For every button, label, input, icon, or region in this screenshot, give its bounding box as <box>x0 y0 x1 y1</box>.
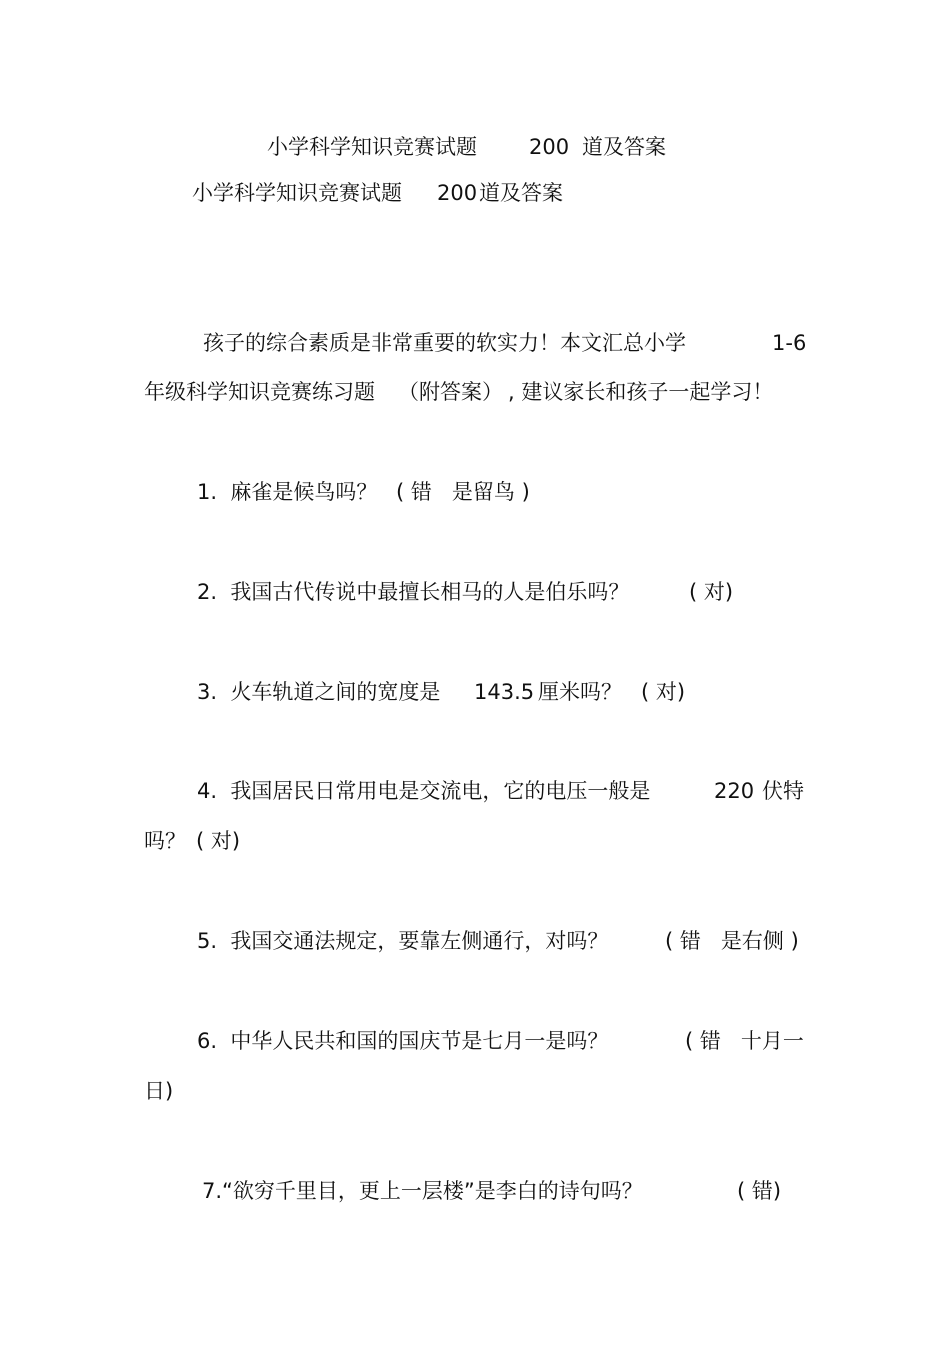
question-text: 2. 我国古代传说中最擅长相马的人是伯乐吗？ <box>197 580 630 604</box>
question-6-line-2 <box>0 1077 174 1133</box>
answer-text: ( 错 是右侧 ) <box>665 929 799 953</box>
question-text-end: 伏特 <box>762 779 804 803</box>
answer-text: ( 对) <box>641 680 686 704</box>
subtitle-suffix: 道及答案 <box>479 181 563 205</box>
intro-end: , 建议家长和孩子一起学习！ <box>508 380 774 404</box>
question-text: 3. 火车轨道之间的宽度是 <box>197 680 441 704</box>
answer-text: ( 对) <box>689 580 734 604</box>
answer-text: ( 错 十月一 <box>685 1029 804 1053</box>
intro-grade-range: 1-6 <box>772 331 807 355</box>
intro-note: （附答案） <box>398 380 503 404</box>
question-7 <box>0 1177 782 1261</box>
question-text: 5. 我国交通法规定，要靠左侧通行，对吗？ <box>197 929 609 953</box>
subtitle-text: 小学科学知识竞赛试题 <box>192 181 402 205</box>
intro-line-2 <box>0 378 774 490</box>
question-text: 6. 中华人民共和国的国庆节是七月一是吗？ <box>197 1029 609 1053</box>
intro-text: 孩子的综合素质是非常重要的软实力！本文汇总小学 <box>203 331 686 355</box>
title-suffix: 道及答案 <box>582 135 666 159</box>
answer-text: ( 错 是留鸟 ) <box>396 480 530 504</box>
question-text: 1. 麻雀是候鸟吗？ <box>197 480 378 504</box>
question-2 <box>0 578 734 662</box>
question-number: 143.5 <box>474 680 535 704</box>
question-5 <box>0 927 799 1011</box>
question-text-cont: 吗？ <box>144 829 186 853</box>
answer-text: ( 对) <box>196 829 241 853</box>
question-4-line-2 <box>0 827 241 911</box>
question-text-end: 厘米吗？ <box>538 680 622 704</box>
title-number: 200 <box>529 135 570 159</box>
document-subtitle <box>0 179 563 291</box>
question-text: 7.“欲穷千里目，更上一层楼”是李白的诗句吗？ <box>202 1179 643 1203</box>
answer-text: ( 错) <box>737 1179 782 1203</box>
question-text: 4. 我国居民日常用电是交流电，它的电压一般是 <box>197 779 651 803</box>
intro-text-2: 年级科学知识竞赛练习题 <box>144 380 375 404</box>
question-number: 220 <box>714 779 755 803</box>
answer-text-cont: 日) <box>144 1079 174 1103</box>
title-text: 小学科学知识竞赛试题 <box>267 135 477 159</box>
subtitle-number: 200 <box>437 181 478 205</box>
question-1 <box>0 478 530 562</box>
